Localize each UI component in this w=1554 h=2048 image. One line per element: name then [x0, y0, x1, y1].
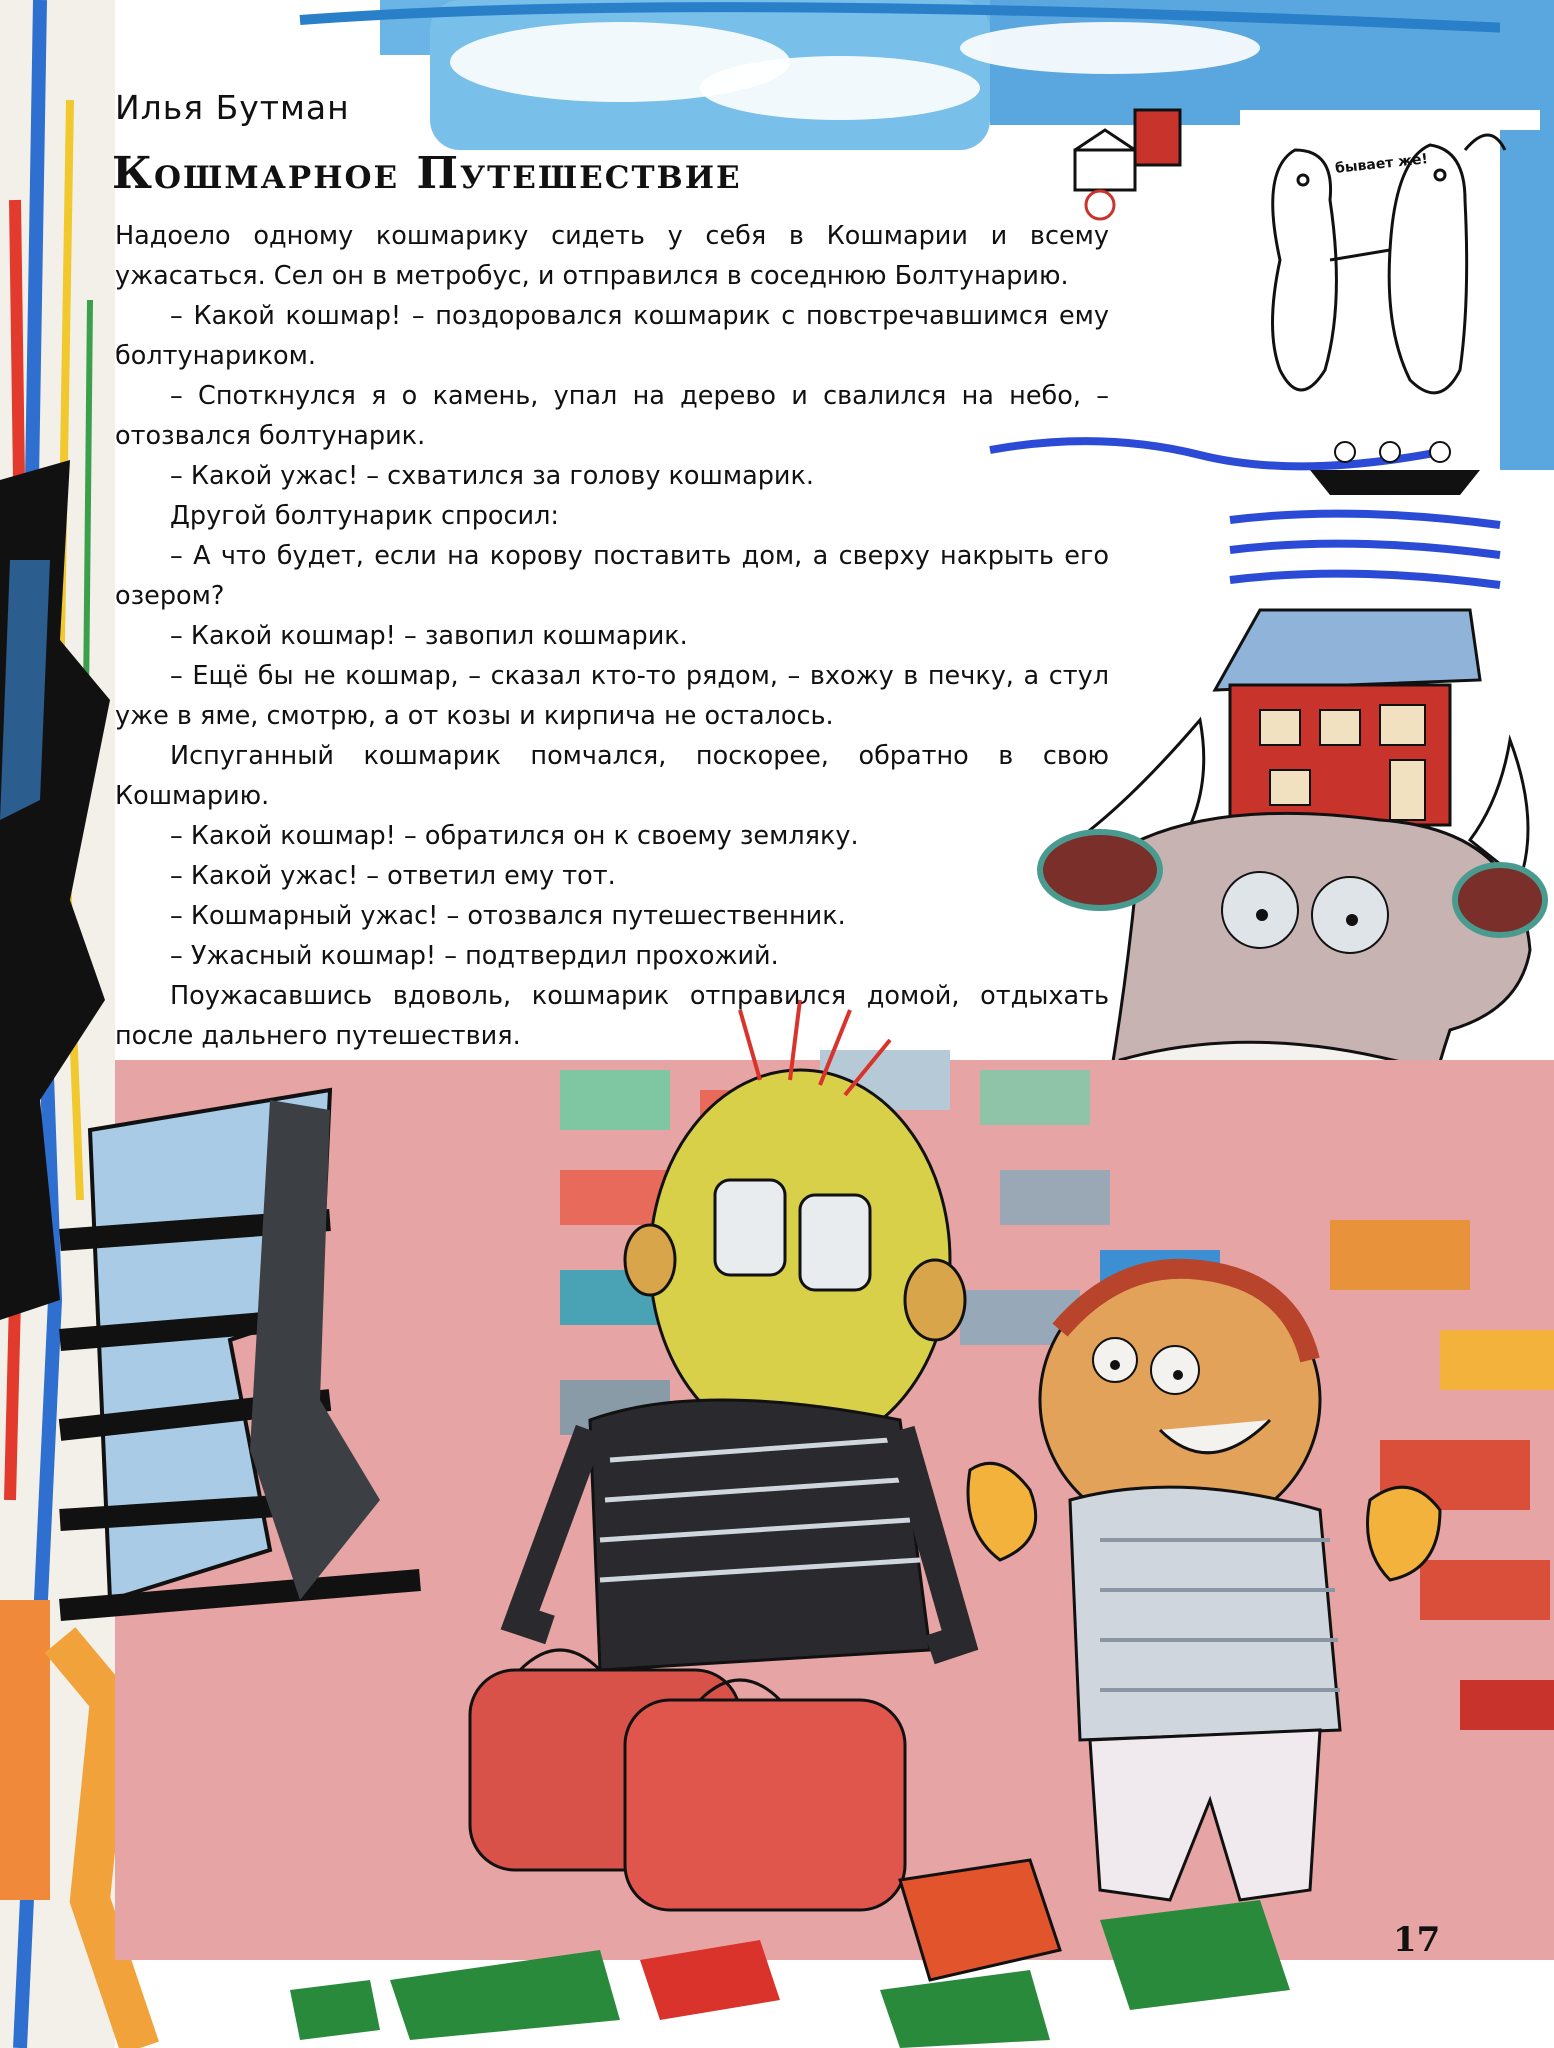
story-text	[115, 216, 1109, 1056]
house-drawing	[1215, 610, 1480, 825]
paragraph: – Ещё бы не кошмар, – сказал кто-то рядом, – вхожу в печку, а стул уже в яме, смотрю, а от козы и кирпича не осталось.	[115, 661, 1109, 731]
story-title: Кошмарное Путешествие	[112, 148, 742, 199]
paragraph: – Ужасный кошмар! – подтвердил прохожий.	[170, 941, 779, 971]
paragraph: – Споткнулся я о камень, упал на дерево и свалился на небо, – отозвался болтунарик.	[115, 381, 1109, 451]
paragraph: – Какой ужас! – ответил ему тот.	[170, 861, 616, 891]
author-name: Илья Бутман	[115, 88, 350, 127]
paragraph: – Какой кошмар! – завопил кошмарик.	[170, 621, 688, 651]
paragraph: – Какой ужас! – схватился за голову кошмарик.	[170, 461, 814, 491]
paragraph: Поужасавшись вдоволь, кошмарик отправился домой, отдыхать после дальнего путешествия.	[115, 981, 1109, 1051]
bubble-figures-drawing	[1273, 135, 1506, 393]
paragraph: Испуганный кошмарик помчался, поскорее, обратно в свою Кошмарию.	[115, 741, 1109, 811]
paragraph: – Какой кошмар! – поздоровался кошмарик с повстречавшимся ему болтунариком.	[115, 301, 1109, 371]
paragraph: – А что будет, если на корову поставить дом, а сверху накрыть его озером?	[115, 541, 1109, 611]
page-number: 17	[1393, 1920, 1441, 1960]
paragraph: Другой болтунарик спросил:	[170, 501, 559, 531]
paragraph: Надоело одному кошмарику сидеть у себя в Кошмарии и всему ужасаться. Сел он в метробус, и отправился в соседнюю Болтунарию.	[115, 221, 1109, 291]
title-doodle	[1075, 110, 1180, 219]
illustration-caption: бывает же!	[1334, 151, 1429, 177]
paragraph: – Кошмарный ужас! – отозвался путешественник.	[170, 901, 846, 931]
paragraph: – Какой кошмар! – обратился он к своему земляку.	[170, 821, 859, 851]
